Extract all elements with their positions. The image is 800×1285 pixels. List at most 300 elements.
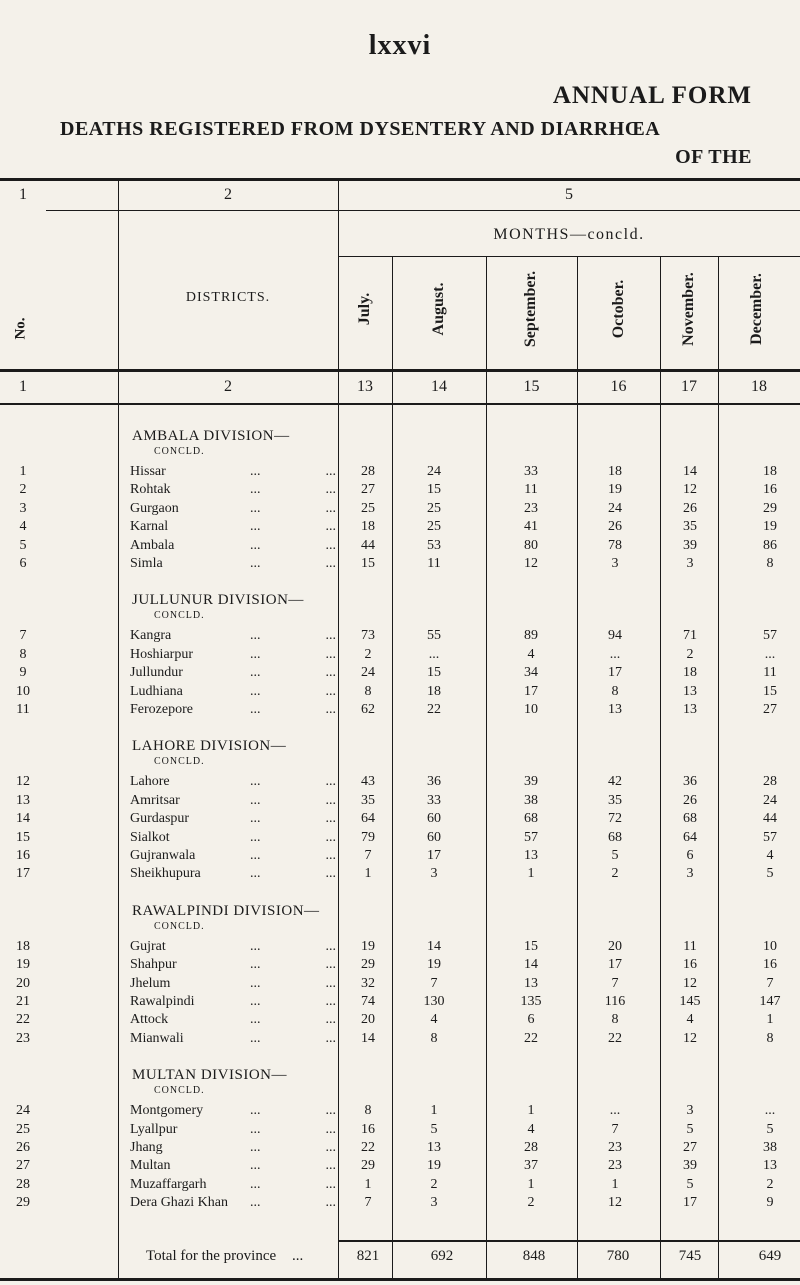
cell-december: 24 bbox=[763, 792, 777, 808]
cell-august: 13 bbox=[427, 1140, 441, 1155]
cell-november: 3 bbox=[686, 556, 694, 571]
cell-october: 26 bbox=[608, 519, 622, 535]
cell-september: 34 bbox=[524, 665, 538, 681]
cell-july: 43 bbox=[361, 774, 375, 790]
cell-november: 26 bbox=[683, 500, 697, 516]
leader-dots-a: ... bbox=[250, 500, 261, 516]
district-name: Ferozepore bbox=[130, 702, 193, 717]
leader-dots bbox=[250, 830, 336, 846]
col-number-1: 1 bbox=[19, 186, 27, 203]
leader-dots bbox=[250, 1140, 336, 1156]
cell-december: 16 bbox=[763, 957, 777, 973]
cell-november: 26 bbox=[683, 792, 697, 808]
cell-november: 13 bbox=[683, 683, 697, 699]
total-july: 821 bbox=[356, 1248, 380, 1264]
cell-august: 130 bbox=[423, 994, 445, 1009]
leader-dots-a: ... bbox=[250, 665, 261, 681]
cell-july: 22 bbox=[361, 1140, 375, 1155]
cell-september: 1 bbox=[527, 1176, 535, 1192]
cell-september: 14 bbox=[524, 957, 538, 973]
district-name: Attock bbox=[130, 1012, 169, 1028]
cell-july: 16 bbox=[361, 1121, 375, 1137]
row-number: 14 bbox=[16, 811, 30, 827]
table-row bbox=[0, 866, 800, 886]
district-name: Ludhiana bbox=[130, 683, 183, 699]
leader-dots-a: ... bbox=[250, 811, 261, 827]
cell-july: 35 bbox=[361, 792, 375, 808]
row-number: 17 bbox=[16, 866, 30, 882]
leader-dots bbox=[250, 1195, 336, 1211]
cell-december: 44 bbox=[763, 811, 777, 827]
district-name: Lahore bbox=[130, 774, 170, 790]
cell-september: 10 bbox=[524, 702, 538, 717]
section-concld: CONCLD. bbox=[154, 446, 205, 457]
cell-september: 17 bbox=[524, 683, 538, 699]
cell-september: 38 bbox=[524, 792, 538, 808]
table-row bbox=[0, 647, 800, 667]
cell-october: 35 bbox=[608, 792, 622, 808]
leader-dots-b: ... bbox=[325, 792, 336, 808]
section-title: LAHORE DIVISION— bbox=[132, 738, 287, 755]
leader-dots bbox=[250, 556, 336, 572]
leader-dots-b: ... bbox=[325, 519, 336, 535]
cell-july: 1 bbox=[364, 1176, 372, 1192]
cell-december: 7 bbox=[766, 975, 774, 991]
leader-dots-b: ... bbox=[325, 848, 336, 863]
cell-october: 8 bbox=[611, 683, 619, 699]
leader-dots-b: ... bbox=[325, 537, 336, 553]
cell-july: 32 bbox=[361, 975, 375, 991]
cell-october: 94 bbox=[608, 628, 622, 644]
cell-august: 17 bbox=[427, 848, 441, 863]
cell-december: 13 bbox=[763, 1158, 777, 1174]
no-header: No. bbox=[12, 317, 29, 340]
table-row bbox=[0, 811, 800, 831]
district-name: Shahpur bbox=[130, 957, 177, 973]
leader-dots bbox=[250, 538, 336, 554]
district-name: Kangra bbox=[130, 628, 172, 644]
leader-dots-b: ... bbox=[325, 482, 336, 498]
cell-august: 36 bbox=[427, 774, 441, 790]
cell-august: 7 bbox=[430, 975, 438, 991]
row-number: 26 bbox=[16, 1140, 30, 1155]
district-name: Sialkot bbox=[130, 829, 170, 845]
table-row bbox=[0, 1140, 800, 1160]
leader-dots-a: ... bbox=[250, 702, 261, 717]
cell-july: 64 bbox=[361, 811, 375, 827]
row-number: 11 bbox=[16, 702, 30, 717]
cell-december: 38 bbox=[763, 1140, 777, 1155]
leader-dots bbox=[250, 1012, 336, 1028]
cell-august: 2 bbox=[430, 1176, 438, 1192]
cell-october: 68 bbox=[608, 829, 622, 845]
district-name: Multan bbox=[130, 1158, 171, 1174]
cell-september: 12 bbox=[524, 556, 538, 571]
table-row bbox=[0, 1103, 800, 1123]
cell-july: 79 bbox=[361, 829, 375, 845]
leader-dots bbox=[250, 665, 336, 681]
table-row bbox=[0, 628, 800, 648]
cell-august: 22 bbox=[427, 702, 441, 717]
cell-august: 60 bbox=[427, 811, 441, 827]
district-name: Rawalpindi bbox=[130, 994, 195, 1009]
leader-dots-a: ... bbox=[250, 1158, 261, 1174]
cell-august: 3 bbox=[430, 866, 438, 882]
cell-august: 18 bbox=[427, 683, 441, 699]
row-number: 4 bbox=[19, 519, 27, 535]
section-concld: CONCLD. bbox=[154, 610, 205, 622]
table-row bbox=[0, 976, 800, 996]
cell-september: 11 bbox=[524, 482, 538, 498]
col-number-5: 5 bbox=[565, 186, 573, 203]
cell-october: 23 bbox=[608, 1158, 622, 1174]
leader-dots-a: ... bbox=[250, 1176, 261, 1192]
section-title: AMBALA DIVISION— bbox=[132, 428, 290, 444]
leader-dots-b: ... bbox=[325, 1158, 336, 1174]
col-number-2: 2 bbox=[224, 186, 232, 203]
cell-july: 29 bbox=[361, 1158, 375, 1174]
cell-august: 8 bbox=[430, 1030, 438, 1046]
leader-dots-a: ... bbox=[250, 1195, 261, 1211]
districts-header: DISTRICTS. bbox=[185, 290, 271, 305]
cell-september: 15 bbox=[524, 938, 538, 954]
cell-october: 2 bbox=[611, 866, 619, 882]
table-row bbox=[0, 501, 800, 521]
cell-october: 17 bbox=[608, 957, 622, 973]
leader-dots bbox=[250, 501, 336, 517]
months-rule bbox=[338, 256, 800, 257]
leader-dots bbox=[250, 1158, 336, 1174]
district-name: Ambala bbox=[130, 537, 175, 553]
cell-december: 57 bbox=[763, 628, 777, 644]
district-name: Simla bbox=[130, 556, 163, 571]
district-name: Gujrat bbox=[130, 938, 166, 954]
row-number: 10 bbox=[16, 683, 30, 699]
row-number: 29 bbox=[16, 1195, 30, 1211]
cell-july: 25 bbox=[361, 500, 375, 516]
cell-october: ... bbox=[609, 1103, 621, 1119]
row-number: 5 bbox=[19, 537, 27, 553]
cell-july: 14 bbox=[361, 1030, 375, 1046]
leader-dots-b: ... bbox=[325, 1030, 336, 1046]
leader-dots bbox=[250, 994, 336, 1010]
row-number: 22 bbox=[16, 1012, 30, 1028]
leader-dots-a: ... bbox=[250, 829, 261, 845]
cell-august: 60 bbox=[427, 829, 441, 845]
cell-july: 7 bbox=[364, 1195, 372, 1211]
cell-november: 3 bbox=[686, 1103, 694, 1119]
cell-august: 5 bbox=[430, 1121, 438, 1137]
row-number: 7 bbox=[19, 628, 27, 644]
cell-october: 1 bbox=[611, 1176, 619, 1192]
leader-dots-a: ... bbox=[250, 957, 261, 973]
leader-dots-b: ... bbox=[325, 556, 336, 571]
cell-august: 53 bbox=[427, 537, 441, 553]
table-row bbox=[0, 848, 800, 868]
district-name: Mianwali bbox=[130, 1030, 184, 1046]
cell-august: 55 bbox=[427, 628, 441, 644]
table-title-of: OF THE bbox=[675, 146, 752, 168]
leader-dots bbox=[250, 482, 336, 498]
cell-august: 14 bbox=[427, 938, 441, 954]
leader-dots-b: ... bbox=[325, 1195, 336, 1211]
cell-november: 18 bbox=[683, 665, 697, 681]
cell-december: 8 bbox=[766, 1030, 774, 1046]
cell-july: 27 bbox=[361, 482, 375, 498]
cell-august: 25 bbox=[427, 519, 441, 535]
cell-july: 15 bbox=[361, 556, 375, 571]
cell-november: 13 bbox=[683, 702, 697, 717]
bottom-rule bbox=[0, 1278, 800, 1281]
leader-dots bbox=[250, 1177, 336, 1193]
leader-dots-b: ... bbox=[325, 665, 336, 681]
table-row bbox=[0, 1195, 800, 1215]
leader-dots-b: ... bbox=[325, 829, 336, 845]
leader-dots-b: ... bbox=[325, 811, 336, 827]
cell-november: 12 bbox=[683, 975, 697, 991]
row-number: 27 bbox=[16, 1158, 30, 1174]
leader-dots-b: ... bbox=[325, 1176, 336, 1192]
leader-dots-b: ... bbox=[325, 938, 336, 954]
total-november: 745 bbox=[678, 1248, 702, 1264]
table-row bbox=[0, 1158, 800, 1178]
leader-dots-a: ... bbox=[250, 975, 261, 991]
cell-july: 8 bbox=[364, 1103, 372, 1119]
month-header-september: September. bbox=[522, 270, 539, 348]
leader-dots-b: ... bbox=[325, 628, 336, 644]
top-rule bbox=[0, 178, 800, 181]
cell-july: 1 bbox=[364, 866, 372, 882]
cell-december: 29 bbox=[763, 500, 777, 516]
cell-july: 24 bbox=[361, 665, 375, 681]
cell-august: 3 bbox=[430, 1195, 438, 1211]
cell-december: 5 bbox=[766, 866, 774, 882]
district-name: Montgomery bbox=[130, 1103, 204, 1119]
section-heading bbox=[132, 428, 290, 457]
district-name: Hoshiarpur bbox=[130, 646, 193, 662]
leader-dots-b: ... bbox=[325, 1121, 336, 1137]
section-heading bbox=[132, 592, 304, 621]
cell-november: 39 bbox=[683, 1158, 697, 1174]
table-row bbox=[0, 556, 800, 576]
cell-july: 28 bbox=[361, 464, 375, 479]
cell-september: 1 bbox=[527, 866, 535, 882]
cell-november: 36 bbox=[683, 774, 697, 790]
cell-september: 80 bbox=[524, 537, 538, 553]
leader-dots-a: ... bbox=[250, 537, 261, 553]
cell-july: 8 bbox=[364, 683, 372, 699]
cell-december: 8 bbox=[766, 556, 774, 571]
cell-october: ... bbox=[609, 646, 621, 662]
row-number: 21 bbox=[16, 994, 30, 1009]
cell-october: 19 bbox=[608, 482, 622, 498]
section-heading bbox=[132, 1067, 287, 1096]
row-number: 18 bbox=[16, 938, 30, 954]
district-name: Muzaffargarh bbox=[130, 1176, 207, 1192]
cell-december: 11 bbox=[763, 665, 777, 681]
cell-september: 39 bbox=[524, 774, 538, 790]
cell-october: 23 bbox=[608, 1140, 622, 1155]
cell-august: 11 bbox=[427, 556, 441, 571]
cell-september: 4 bbox=[527, 646, 535, 662]
subcol-number-18: 18 bbox=[751, 378, 767, 395]
leader-dots-b: ... bbox=[325, 774, 336, 790]
row-number: 12 bbox=[16, 774, 30, 790]
district-name: Gujranwala bbox=[130, 848, 196, 863]
month-header-november: November. bbox=[680, 272, 697, 346]
table-row bbox=[0, 1122, 800, 1142]
cell-december: ... bbox=[764, 646, 776, 662]
cell-november: 64 bbox=[683, 829, 697, 845]
month-header-july: July. bbox=[356, 292, 373, 326]
cell-october: 7 bbox=[611, 975, 619, 991]
cell-december: 4 bbox=[766, 848, 774, 863]
total-label: Total for the province bbox=[146, 1248, 277, 1264]
cell-december: 15 bbox=[763, 683, 777, 699]
leader-dots-a: ... bbox=[250, 519, 261, 535]
subcol-number-15: 15 bbox=[523, 378, 540, 395]
row-number: 2 bbox=[19, 482, 27, 498]
cell-october: 3 bbox=[611, 556, 619, 571]
district-name: Karnal bbox=[130, 519, 169, 535]
row-number: 20 bbox=[16, 975, 30, 991]
leader-dots-a: ... bbox=[250, 464, 261, 479]
cell-november: 27 bbox=[683, 1140, 697, 1155]
leader-dots bbox=[250, 848, 336, 864]
table-row bbox=[0, 538, 800, 558]
cell-october: 13 bbox=[608, 702, 622, 717]
leader-dots-a: ... bbox=[250, 683, 261, 699]
cell-october: 42 bbox=[608, 774, 622, 790]
section-heading bbox=[132, 738, 286, 767]
row-number: 1 bbox=[19, 464, 27, 479]
leader-dots-a: ... bbox=[250, 866, 261, 882]
leader-dots-b: ... bbox=[325, 683, 336, 699]
section-concld: CONCLD. bbox=[154, 1085, 205, 1097]
section-title: RAWALPINDI DIVISION— bbox=[132, 902, 320, 919]
cell-december: 2 bbox=[766, 1176, 774, 1192]
leader-dots-a: ... bbox=[250, 1012, 261, 1028]
row-number: 13 bbox=[16, 792, 30, 808]
leader-dots bbox=[250, 774, 336, 790]
row-number: 9 bbox=[19, 665, 27, 681]
row-number: 23 bbox=[16, 1030, 30, 1046]
cell-october: 12 bbox=[608, 1195, 622, 1211]
cell-december: 1 bbox=[766, 1012, 774, 1028]
table-row bbox=[0, 482, 800, 502]
cell-november: 16 bbox=[683, 957, 697, 973]
cell-august: 4 bbox=[430, 1012, 438, 1028]
cell-november: 6 bbox=[686, 848, 694, 863]
cell-august: 15 bbox=[427, 665, 441, 681]
total-august: 692 bbox=[430, 1248, 454, 1264]
leader-dots bbox=[250, 976, 336, 992]
cell-august: 19 bbox=[427, 957, 441, 973]
district-name: Sheikhupura bbox=[130, 866, 201, 882]
cell-november: 2 bbox=[686, 646, 694, 662]
section-title: MULTAN DIVISION— bbox=[132, 1067, 287, 1084]
cell-november: 3 bbox=[686, 866, 694, 882]
cell-december: 9 bbox=[766, 1195, 774, 1211]
cell-december: 57 bbox=[763, 829, 777, 845]
section-concld: CONCLD. bbox=[154, 920, 205, 932]
table-row bbox=[0, 665, 800, 685]
cell-september: 13 bbox=[524, 975, 538, 991]
leader-dots-a: ... bbox=[250, 556, 261, 571]
cell-december: 10 bbox=[763, 938, 777, 954]
table-row bbox=[0, 1177, 800, 1197]
total-september: 848 bbox=[522, 1248, 546, 1264]
leader-dots bbox=[250, 1122, 336, 1138]
subcol-number-17: 17 bbox=[681, 378, 697, 395]
form-title: ANNUAL FORM bbox=[552, 82, 752, 109]
cell-september: 37 bbox=[524, 1158, 538, 1174]
cell-september: 13 bbox=[524, 848, 538, 863]
cell-july: 44 bbox=[361, 537, 375, 553]
table-row bbox=[0, 939, 800, 959]
leader-dots bbox=[250, 1103, 336, 1119]
table-row bbox=[0, 830, 800, 850]
district-name: Dera Ghazi Khan bbox=[130, 1195, 228, 1211]
leader-dots-b: ... bbox=[325, 464, 336, 479]
leader-dots-a: ... bbox=[250, 848, 261, 863]
page-number: lxxvi bbox=[368, 30, 432, 61]
table-row bbox=[0, 957, 800, 977]
cell-november: 5 bbox=[686, 1176, 694, 1192]
cell-november: 4 bbox=[686, 1012, 694, 1028]
cell-november: 5 bbox=[686, 1121, 694, 1137]
row-number: 15 bbox=[16, 829, 30, 845]
district-name: Hissar bbox=[130, 464, 166, 479]
cell-october: 78 bbox=[608, 537, 622, 553]
leader-dots-b: ... bbox=[325, 866, 336, 882]
cell-november: 39 bbox=[683, 537, 697, 553]
cell-november: 17 bbox=[683, 1195, 697, 1211]
leader-dots-a: ... bbox=[250, 774, 261, 790]
subcol-number-14: 14 bbox=[431, 378, 447, 395]
leader-dots-b: ... bbox=[325, 646, 336, 662]
leader-dots-a: ... bbox=[250, 1121, 261, 1137]
cell-august: 25 bbox=[427, 500, 441, 516]
table-row bbox=[0, 793, 800, 813]
cell-september: 28 bbox=[524, 1140, 538, 1155]
leader-dots bbox=[250, 519, 336, 535]
leader-dots-b: ... bbox=[325, 957, 336, 973]
leader-dots-a: ... bbox=[250, 1103, 261, 1119]
table-row bbox=[0, 464, 800, 484]
cell-november: 12 bbox=[683, 1030, 697, 1046]
cell-november: 14 bbox=[683, 464, 697, 479]
cell-december: ... bbox=[764, 1103, 776, 1119]
total-rule bbox=[338, 1240, 800, 1242]
table-row bbox=[0, 994, 800, 1014]
month-header-august: August. bbox=[430, 282, 447, 336]
section-title: JULLUNUR DIVISION— bbox=[132, 592, 304, 609]
subcol-number-1: 1 bbox=[19, 378, 27, 395]
cell-july: 19 bbox=[361, 938, 375, 954]
cell-july: 2 bbox=[364, 646, 372, 662]
cell-november: 68 bbox=[683, 811, 697, 827]
leader-dots-a: ... bbox=[250, 646, 261, 662]
leader-dots bbox=[250, 702, 336, 718]
cell-august: 24 bbox=[427, 464, 441, 479]
cell-november: 11 bbox=[683, 938, 697, 954]
leader-dots-a: ... bbox=[250, 1140, 261, 1155]
section-heading bbox=[132, 903, 320, 932]
cell-july: 20 bbox=[361, 1012, 375, 1028]
cell-december: 27 bbox=[763, 702, 777, 717]
row-number: 28 bbox=[16, 1176, 30, 1192]
